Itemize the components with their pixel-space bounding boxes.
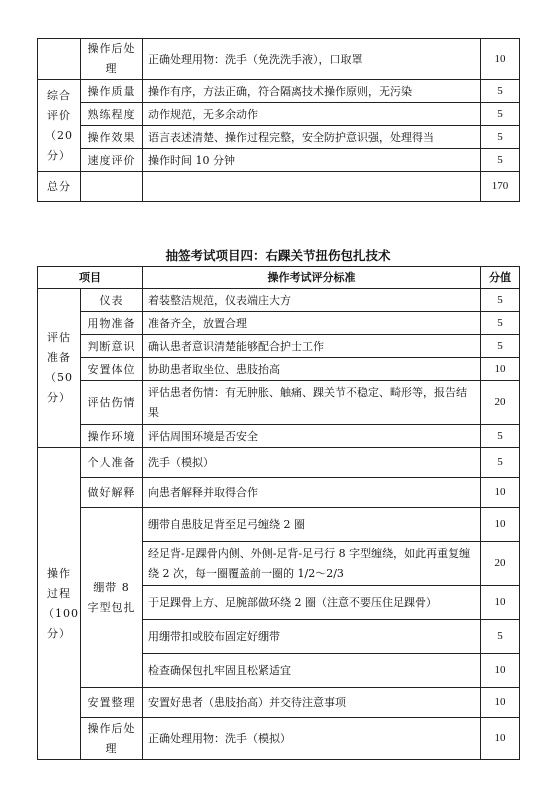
item-cell: 仪表 (81, 289, 143, 312)
score-table-continued (37, 38, 520, 202)
standard-cell: 着装整洁规范，仪表端庄大方 (143, 289, 481, 312)
item-cell: 操作质量 (81, 80, 143, 103)
score-cell: 10 (481, 718, 520, 760)
score-cell: 5 (481, 425, 520, 448)
score-cell: 5 (481, 289, 520, 312)
score-cell: 10 (481, 358, 520, 381)
score-cell: 10 (481, 508, 520, 542)
standard-cell: 操作时间 10 分钟 (143, 149, 481, 172)
item-cell: 速度评价 (81, 149, 143, 172)
score-cell: 10 (481, 586, 520, 620)
standard-cell: 评估周围环境是否安全 (143, 425, 481, 448)
score-cell: 10 (481, 478, 520, 508)
scoring-table (37, 266, 520, 760)
total-label: 总分 (38, 172, 81, 202)
item-cell: 操作效果 (81, 126, 143, 149)
standard-cell: 正确处理用物：洗手（模拟） (143, 718, 481, 760)
item-cell: 评估伤情 (81, 381, 143, 425)
empty-cell (81, 172, 143, 202)
header-score: 分值 (481, 267, 520, 289)
standard-cell: 操作有序，方法正确，符合隔离技术操作原则，无污染 (143, 80, 481, 103)
standard-cell: 用绷带扣或胶布固定好绷带 (143, 620, 481, 654)
score-cell: 10 (481, 39, 520, 80)
item-cell: 安置整理 (81, 688, 143, 718)
item-cell: 做好解释 (81, 478, 143, 508)
standard-cell: 评估患者伤情：有无肿胀、触痛、踝关节不稳定、畸形等，报告结果 (143, 381, 481, 425)
standard-cell: 协助患者取坐位、患肢抬高 (143, 358, 481, 381)
standard-cell: 于足踝骨上方、足腕部做环绕 2 圈（注意不要压住足踝骨） (143, 586, 481, 620)
category-cell-process: 操作过程（100分） (38, 448, 81, 760)
score-cell: 5 (481, 149, 520, 172)
header-item: 项目 (38, 267, 143, 289)
item-cell-bandage: 绷带 8 字型包扎 (81, 508, 143, 688)
score-cell: 10 (481, 688, 520, 718)
section-title: 抽签考试项目四：右踝关节扭伤包扎技术 (165, 248, 391, 263)
score-cell: 5 (481, 103, 520, 126)
score-cell: 5 (481, 80, 520, 103)
score-cell: 20 (481, 381, 520, 425)
score-cell: 5 (481, 620, 520, 654)
standard-cell: 向患者解释并取得合作 (143, 478, 481, 508)
item-cell: 用物准备 (81, 312, 143, 335)
empty-category-cell (38, 39, 81, 80)
score-cell: 20 (481, 542, 520, 586)
standard-cell: 确认患者意识清楚能够配合护士工作 (143, 335, 481, 358)
score-cell: 10 (481, 654, 520, 688)
item-cell: 熟练程度 (81, 103, 143, 126)
standard-cell: 洗手（模拟） (143, 448, 481, 478)
standard-cell: 检查确保包扎牢固且松紧适宜 (143, 654, 481, 688)
category-cell-comprehensive: 综合评价（20分） (38, 80, 81, 172)
item-cell: 操作后处理 (81, 39, 143, 80)
score-cell: 5 (481, 126, 520, 149)
item-cell: 判断意识 (81, 335, 143, 358)
item-cell: 操作后处理 (81, 718, 143, 760)
total-score: 170 (481, 172, 520, 202)
item-cell: 个人准备 (81, 448, 143, 478)
empty-cell (143, 172, 481, 202)
standard-cell: 正确处理用物：洗手（免洗洗手液），口取罩 (143, 39, 481, 80)
score-cell: 5 (481, 335, 520, 358)
standard-cell: 安置好患者（患肢抬高）并交待注意事项 (143, 688, 481, 718)
score-cell: 5 (481, 448, 520, 478)
category-cell-assessment: 评估准备（50分） (38, 289, 81, 448)
standard-cell: 绷带自患肢足背至足弓缠绕 2 圈 (143, 508, 481, 542)
standard-cell: 语言表述清楚、操作过程完整，安全防护意识强，处理得当 (143, 126, 481, 149)
header-standard: 操作考试评分标准 (143, 267, 481, 289)
score-cell: 5 (481, 312, 520, 335)
item-cell: 操作环境 (81, 425, 143, 448)
item-cell: 安置体位 (81, 358, 143, 381)
standard-cell: 准备齐全，放置合理 (143, 312, 481, 335)
standard-cell: 经足背-足踝骨内侧、外侧-足背-足弓行 8 字型缠绕，如此再重复缠绕 2 次，每一圈覆盖前一圈的 1/2～2/3 (143, 542, 481, 586)
standard-cell: 动作规范，无多余动作 (143, 103, 481, 126)
